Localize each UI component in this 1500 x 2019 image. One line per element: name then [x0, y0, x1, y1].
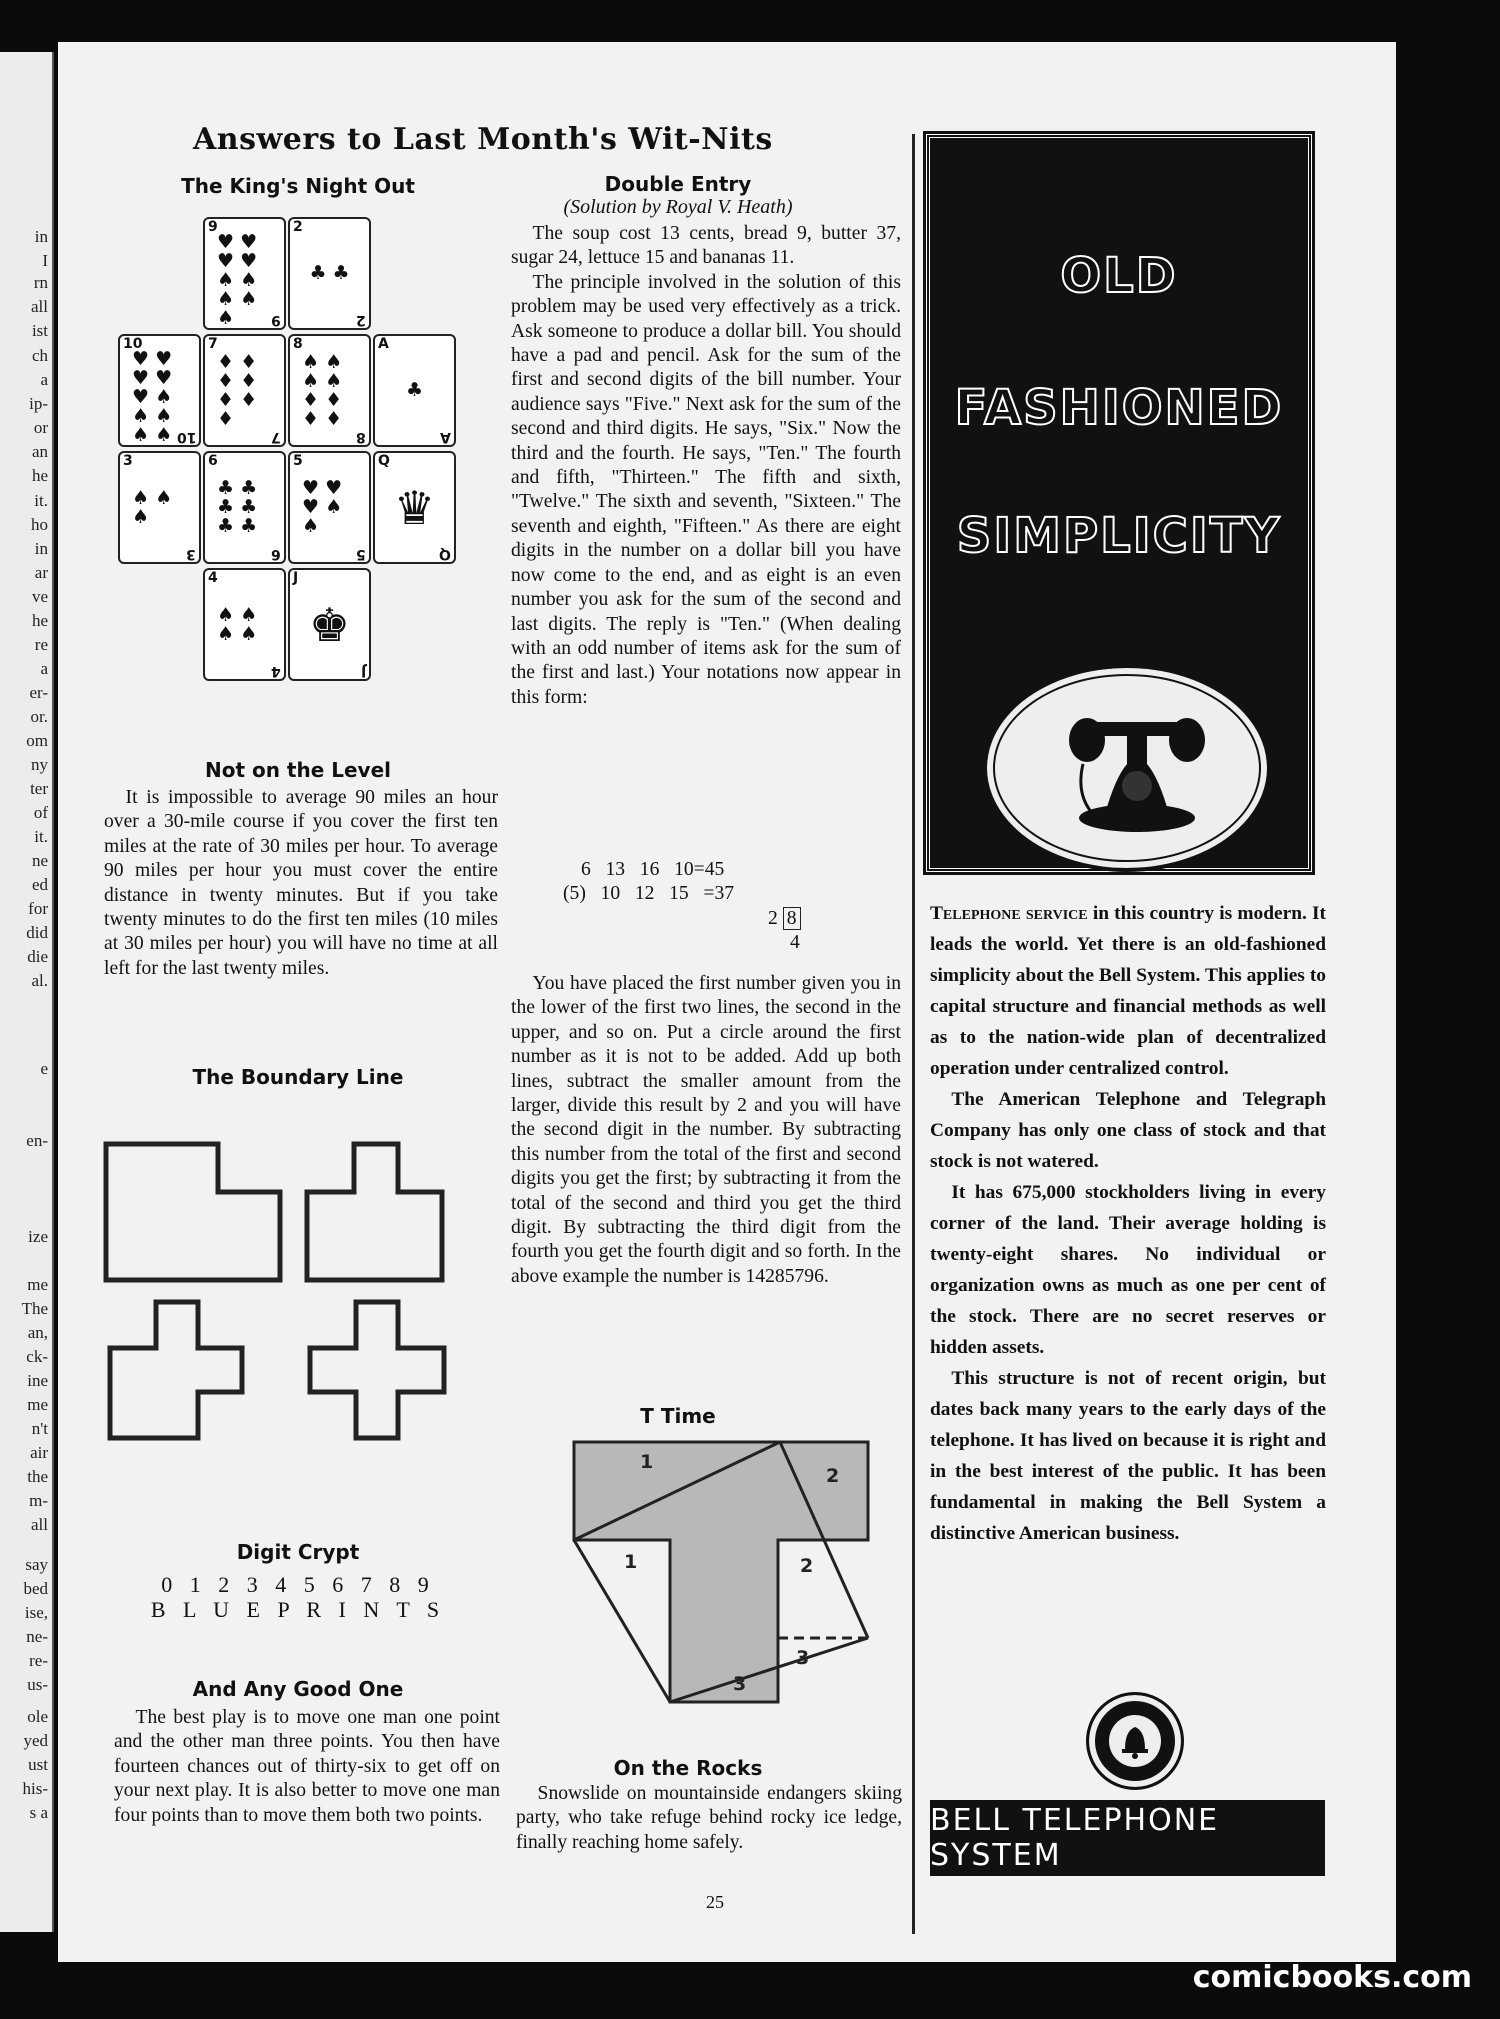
watermark: comicbooks.com	[1192, 1960, 1472, 1995]
adjacent-page-fragment: n't	[31, 1419, 48, 1438]
ad-paragraph-4: This structure is not of recent origin, but dates back many years to the early days of the telephone. It has lived on because it is right and in the best interest of the public. It has been fundamental in making the Bell System a distinctive American business.	[930, 1368, 1326, 1544]
playing-card	[203, 217, 286, 330]
notation-row-1: 6 13 16 10=45	[581, 859, 725, 880]
card-arrangement	[118, 217, 468, 697]
on-the-rocks-title: On the Rocks	[613, 1756, 763, 1780]
card-rank: 3	[186, 546, 196, 562]
bell-banner: BELL TELEPHONE SYSTEM	[930, 1800, 1325, 1876]
card-rank: 3	[123, 453, 133, 469]
playing-card	[203, 451, 286, 564]
boundary-shapes-svg	[102, 1102, 502, 1522]
face-card-figure: ♚	[308, 597, 351, 652]
card-rank: Q	[439, 546, 451, 562]
adjacent-page-fragment: ole	[27, 1707, 48, 1726]
telephone-oval	[983, 664, 1271, 872]
card-rank: 4	[271, 663, 281, 679]
adjacent-page-fragment: re-	[29, 1651, 48, 1670]
adjacent-page-fragment: ck-	[26, 1347, 48, 1366]
playing-card	[118, 451, 201, 564]
adjacent-page-fragment: an	[31, 442, 48, 461]
adjacent-page-fragment: or.	[30, 707, 48, 726]
card-rank: 4	[208, 570, 218, 586]
t-time-svg	[568, 1438, 878, 1706]
ad-headline-1: OLD	[1060, 248, 1178, 304]
ad-lead-in: Telephone service	[930, 903, 1088, 924]
t-piece-label: 1	[624, 1551, 638, 1573]
adjacent-page-fragment: all	[31, 1515, 48, 1534]
card-rank: 8	[356, 429, 366, 445]
digit-crypt-letters: B L U E P R I N T S	[150, 1597, 446, 1622]
boundary-shape-3	[110, 1302, 242, 1438]
adjacent-page-fragment: all	[31, 297, 48, 316]
t-piece-label: 1	[640, 1451, 654, 1473]
adjacent-page-fragment: it.	[34, 491, 48, 510]
adjacent-page-fragment: s a	[29, 1803, 48, 1822]
card-rank: 9	[271, 312, 281, 328]
ad-headline-3: SIMPLICITY	[956, 508, 1282, 564]
playing-card	[203, 334, 286, 447]
card-rank: 2	[356, 312, 366, 328]
any-good-one-title: And Any Good One	[192, 1677, 404, 1701]
notation-value: 2	[768, 907, 778, 929]
adjacent-page-fragment: his-	[22, 1779, 48, 1798]
adjacent-page-fragment: re	[34, 635, 48, 654]
on-the-rocks-text: Snowslide on mountainside endangers skiing party, who take refuge behind rocky ice ledge, finally reaching home safely.	[516, 1783, 902, 1853]
telephone-icon	[987, 668, 1267, 868]
double-entry-explanation: You have placed the first number given you in the lower of the first two lines, the second in the upper, and so on. Put a circle around the first number as it is not to be added. Add up both lines, subtract the smaller amount from the larger, divide this result by 2 and you will have the second digit in the number. By subtracting this number from the total of the first and second digits you get the first; by subtracting it from the total of the second and third you get the third digit. By subtracting the third digit from the fourth you get the fourth digit and so forth. In the above example the number is 14285796.	[511, 973, 901, 1287]
adjacent-page-fragment: the	[27, 1467, 48, 1486]
card-pips: ♥ ♥ ♥ ♥ ♥ ♠ ♠ ♠ ♠ ♠	[132, 348, 173, 446]
adjacent-page-fragment: ip-	[29, 394, 48, 413]
boundary-shape-4	[310, 1302, 444, 1438]
bell-system-logo	[1086, 1692, 1184, 1790]
face-card-figure: ♛	[393, 480, 436, 535]
boundary-shape-2	[307, 1144, 442, 1280]
adjacent-page-fragment: die	[27, 947, 48, 966]
adjacent-page-fragment: me	[27, 1275, 48, 1294]
card-pips: ♣	[405, 379, 424, 401]
page-number: 25	[706, 1892, 724, 1912]
not-on-level-title: Not on the Level	[204, 758, 392, 782]
boundary-line-title: The Boundary Line	[192, 1065, 404, 1089]
card-rank: 2	[293, 219, 303, 235]
adjacent-page-fragment: ust	[28, 1755, 48, 1774]
adjacent-page-fragment: ny	[31, 755, 48, 774]
double-entry-byline: (Solution by Royal V. Heath)	[563, 196, 793, 218]
adjacent-page-fragment: or	[33, 418, 48, 437]
adjacent-page-fragment: om	[26, 731, 48, 750]
notation-row-3	[511, 907, 901, 931]
adjacent-page-fragment: he	[31, 466, 48, 485]
card-rank: 5	[293, 453, 303, 469]
double-entry-text: The soup cost 13 cents, bread 9, butter 37, sugar 24, lettuce 15 and bananas 11. The principle involved in the solution of this problem may be used very effectively as a trick. Ask someone to produce a dollar bill. You should have a pad and pencil. Ask for the sum of the first and second digits of the bill number. Your audience says "Five." Next ask for the sum of the second and third digits. He says, "Six." Now the third and the fourth. He says, "Ten." The fourth and fifth, "Thirteen." The fifth and sixth, "Twelve." The sixth and seventh, "Sixteen." The seventh and eighth, "Fifteen." As there are eight digits in the number on a dollar bill you have now come to the end, and as eight is an even number you ask for the sum of the second and last digits. The reply is "Ten." (When dealing with an odd number of items ask for the sum of the first and last.) Your notations now appear in this form:	[511, 223, 901, 708]
ad-paragraph-1: in this country is modern. It leads the world. Yet there is an old-fashioned simplicity about the Bell System. This applies to capital structure and financial methods as well as to the nation-wide plan of decentralized operation under centralized control.	[930, 903, 1326, 1079]
magazine-page	[58, 42, 1396, 1962]
adjacent-page-fragment: say	[25, 1555, 48, 1574]
adjacent-page-fragment: m-	[29, 1491, 48, 1510]
card-pips: ♣ ♣ ♣ ♣ ♣ ♣	[217, 477, 258, 537]
not-on-level-text: It is impossible to average 90 miles an hour over a 30-mile course if you cover the first ten miles at the rate of 30 miles per hour. To average 90 miles per hour you must cover the entire distance in twenty minutes. But if you take twenty minutes to do the first ten miles (10 miles at 30 miles per hour) you will have no time at all left for the last twenty miles.	[104, 787, 498, 979]
adjacent-page-fragment: ho	[31, 515, 48, 534]
notation-table	[511, 858, 901, 956]
boundary-shape-1	[106, 1144, 280, 1280]
adjacent-page-fragment: ar	[34, 563, 48, 582]
playing-card	[118, 334, 201, 447]
card-rank: J	[293, 570, 299, 586]
card-rank: 6	[208, 453, 218, 469]
card-pips: ♥ ♥ ♥ ♠ ♠	[302, 477, 343, 537]
adjacent-page-fragment: en-	[26, 1131, 48, 1150]
double-entry-title: Double Entry	[604, 172, 752, 196]
adjacent-page-fragment: ch	[31, 346, 48, 365]
adjacent-page-fragment: I	[42, 251, 48, 270]
playing-card	[288, 451, 371, 564]
adjacent-page-fragment: a	[40, 659, 48, 678]
adjacent-page-fragment: a	[40, 370, 48, 389]
playing-card	[373, 451, 456, 564]
adjacent-page-fragment: ve	[31, 587, 48, 606]
notation-row-2: (5) 10 12 15 =37	[563, 883, 735, 905]
card-pips: ♠ ♠ ♠ ♠	[217, 603, 258, 645]
playing-card	[203, 568, 286, 681]
playing-card	[373, 334, 456, 447]
card-rank: 9	[208, 219, 218, 235]
adjacent-page-fragment: bed	[23, 1579, 48, 1598]
playing-card	[288, 568, 371, 681]
adjacent-page-fragment: ne	[31, 851, 48, 870]
t-piece-label: 3	[733, 1673, 747, 1695]
card-pips: ♣ ♣	[309, 262, 350, 284]
ad-paragraph-2: The American Telephone and Telegraph Company has only one class of stock and that stock is not watered.	[930, 1089, 1326, 1172]
card-pips: ♠ ♠ ♠	[132, 486, 173, 528]
adjacent-page-fragment: ize	[28, 1227, 48, 1246]
adjacent-page-fragment: an,	[27, 1323, 48, 1342]
card-rank: Q	[378, 453, 390, 469]
card-rank: 7	[208, 336, 218, 352]
t-time-title: T Time	[640, 1404, 716, 1428]
card-rank: A	[440, 429, 451, 445]
ad-paragraph-3: It has 675,000 stockholders living in every corner of the land. Their average holding is twenty-eight shares. No individual or organization owns as much as one per cent of the stock. There are no secret reserves or hidden assets.	[930, 1182, 1326, 1358]
t-time-diagram	[568, 1438, 878, 1706]
adjacent-page-fragment: The	[21, 1299, 48, 1318]
playing-card	[288, 217, 371, 330]
ad-headline-2: FASHIONED	[954, 380, 1284, 436]
adjacent-page-fragment: ine	[27, 1371, 48, 1390]
adjacent-page-fragment: ter	[30, 779, 48, 798]
card-rank: 8	[293, 336, 303, 352]
adjacent-page-fragment: us-	[27, 1675, 48, 1694]
circled-value: 8	[783, 907, 801, 930]
card-rank: 10	[176, 429, 196, 445]
page-title: Answers to Last Month's Wit-Nits	[193, 122, 773, 157]
t-piece-label: 2	[826, 1465, 840, 1487]
bell-icon	[1107, 1713, 1163, 1769]
t-piece-label: 2	[800, 1555, 814, 1577]
adjacent-page-fragment: he	[31, 611, 48, 630]
card-rank: 10	[123, 336, 143, 352]
playing-card	[288, 334, 371, 447]
adjacent-page-fragment: ne-	[26, 1627, 48, 1646]
adjacent-page-fragment: ise,	[24, 1603, 48, 1622]
adjacent-page-fragment: rn	[33, 273, 48, 292]
adjacent-page-fragment: me	[27, 1395, 48, 1414]
notation-row-4: 4	[790, 932, 800, 954]
ad-copy	[930, 898, 1326, 1549]
digit-crypt-title: Digit Crypt	[236, 1540, 360, 1564]
adjacent-page-fragment: yed	[23, 1731, 48, 1750]
card-rank: 5	[356, 546, 366, 562]
card-rank: 6	[271, 546, 281, 562]
adjacent-page-edge	[0, 52, 54, 1932]
card-rank: 7	[271, 429, 281, 445]
card-rank: A	[378, 336, 389, 352]
any-good-one-text: The best play is to move one man one point and the other man three points. You then have fourteen chances out of thirty-six to get off on your next play. It is also better to move one man four points than to move them both two points.	[114, 1707, 500, 1826]
adjacent-page-fragment: al.	[31, 971, 48, 990]
card-rank: J	[360, 663, 366, 679]
adjacent-page-fragment: of	[33, 803, 48, 822]
digit-crypt-digits: 0 1 2 3 4 5 6 7 8 9	[161, 1572, 435, 1597]
card-pips: ♦ ♦ ♦ ♦ ♦ ♦ ♦	[217, 350, 258, 430]
adjacent-page-fragment: e	[40, 1059, 48, 1078]
column-rule	[912, 134, 915, 1934]
t-piece-label: 3	[796, 1647, 810, 1669]
adjacent-page-fragment: for	[28, 899, 48, 918]
adjacent-page-fragment: er-	[29, 683, 48, 702]
card-pips: ♥ ♥ ♥ ♥ ♠ ♠ ♠ ♠ ♠	[217, 231, 258, 329]
kings-night-out-title: The King's Night Out	[181, 174, 415, 198]
adjacent-page-fragment: in	[34, 539, 48, 558]
adjacent-page-fragment: air	[30, 1443, 48, 1462]
adjacent-page-fragment: it.	[34, 827, 48, 846]
adjacent-page-fragment: ed	[31, 875, 48, 894]
adjacent-page-fragment: did	[26, 923, 48, 942]
card-pips: ♠ ♠ ♠ ♠ ♦ ♦ ♦ ♦	[302, 350, 343, 430]
adjacent-page-fragment: in	[34, 227, 48, 246]
adjacent-page-fragment: ist	[31, 321, 48, 340]
boundary-diagrams	[102, 1102, 502, 1522]
